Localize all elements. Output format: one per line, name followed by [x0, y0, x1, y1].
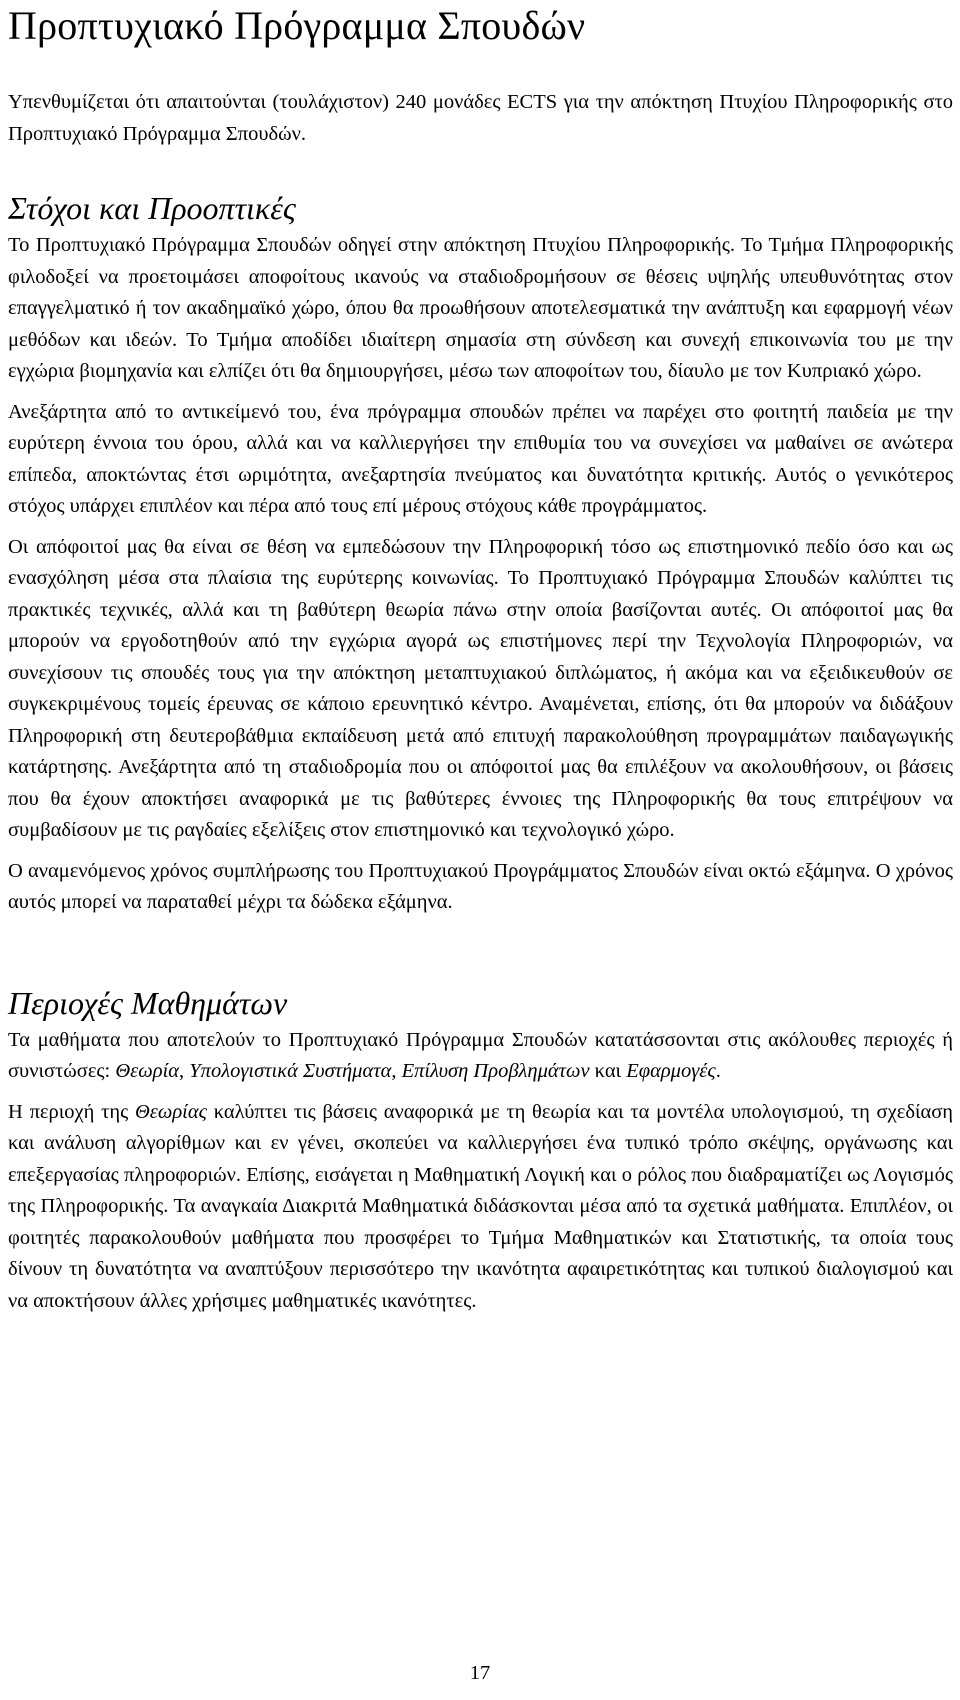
course-areas-p2-lead: Η περιοχή της [8, 1100, 135, 1123]
separator: και [589, 1060, 627, 1082]
document-page [8, 0, 953, 1317]
period: . [715, 1060, 721, 1082]
separator: , [391, 1060, 402, 1082]
goals-paragraph-1: Το Προπτυχιακό Πρόγραμμα Σπουδών οδηγεί στην απόκτηση Πτυχίου Πληροφορικής. Το Τμήμα Πληροφορικής φιλοδοξεί να προετοιμάσει αποφοίτους ικανούς να σταδιοδρομήσουν σε θέσεις υψηλής υπευθυνότητας στον επαγγελματικό ή τον ακαδημαϊκό χώρο, όπου θα προωθήσουν αποτελεσματικά την ανάπτυξη και εφαρμογή νέων μεθόδων και ιδεών. Το Τμήμα αποδίδει ιδιαίτερη σημασία στη σύνδεση και συνεχή επικοινωνία του με την εγχώρια βιομηχανία και ελπίζει ότι θα δημιουργήσει, μέσω των αποφοίτων του, δίαυλο με τον Κυπριακό χώρο. [8, 234, 953, 382]
page-title: Προπτυχιακό Πρόγραμμα Σπουδών [8, 3, 586, 48]
course-areas-p1-text: Τα μαθήματα που αποτελούν το Προπτυχιακό Πρόγραμμα Σπουδών κατατάσσονται στις ακόλουθες περιοχές ή συνιστώσες: [8, 1028, 953, 1082]
separator: , [179, 1060, 190, 1082]
goals-paragraph-4: Ο αναμενόμενος χρόνος συμπλήρωσης του Προπτυχιακού Προγράμματος Σπουδών είναι οκτώ εξάμηνα. Ο χρόνος αυτός μπορεί να παραταθεί μέχρι τα δώδεκα εξάμηνα. [8, 859, 953, 913]
goals-paragraph-2: Ανεξάρτητα από το αντικείμενό του, ένα πρόγραμμα σπουδών πρέπει να παρέχει στο φοιτητή παιδεία με την ευρύτερη έννοια του όρου, αλλά και να καλλιεργήσει την επιθυμία του να συνεχίσει να μαθαίνει σε ανώτερα επίπεδα, αποκτώντας έτσι ωριμότητα, ανεξαρτησία πνεύματος και δυνατότητα κριτικής. Αυτός ο γενικότερος στόχος υπάρχει επιπλέον και πέρα από τους επί μέρους στόχους κάθε προγράμματος. [8, 400, 953, 517]
term-theory-genitive: Θεωρίας [134, 1100, 207, 1123]
page-number: 17 [469, 1662, 491, 1684]
course-areas-p2-text: καλύπτει τις βάσεις αναφορικά με τη θεωρία και τα μοντέλα υπολογισμού, τη σχεδίαση και ανάλυση αλγορίθμων και εν γένει, σκοπεύει να καλλιεργήσει ένα τυπικό τρόπο σκέψης, οργάνωσης και επεξεργασίας πληροφοριών. Επίσης, εισάγεται η Μαθηματική Λογική και ο ρόλος που διαδραματίζει ως Λογισμός της Πληροφορικής. Τα αναγκαία Διακριτά Μαθηματικά διδάσκονται μέσα από τα σχετικά μαθήματα. Επιπλέον, οι φοιτητές παρακολουθούν μαθήματα που προσφέρει το Τμήμα Μαθηματικών και Στατιστικής, τα οποία τους δίνουν τη δυνατότητα να αναπτύξουν περισσότερο την ικανότητα αφαιρετικότητας και τυπικού διαλογισμού και να αποκτήσουν άλλες χρήσιμες μαθηματικές ικανότητες. [8, 1100, 954, 1312]
term-computing-systems: Υπολογιστικά Συστήματα [189, 1060, 392, 1082]
term-theory: Θεωρία [115, 1060, 180, 1082]
goals-paragraph-3: Οι απόφοιτοί μας θα είναι σε θέση να εμπεδώσουν την Πληροφορική τόσο ως επιστημονικό πεδίο όσο και ως ενασχόληση μέσα στα πλαίσια της ευρύτερης κοινωνίας. Το Προπτυχιακό Πρόγραμμα Σπουδών καλύπτει τις πρακτικές τεχνικές, αλλά και τη βαθύτερη θεωρία πάνω στην οποία βασίζονται αυτές. Οι απόφοιτοί μας θα μπορούν να εργοδοτηθούν από την εγχώρια αγορά ως επιστήμονες περί την Τεχνολογία Πληροφοριών, να συνεχίσουν τις σπουδές τους για την απόκτηση μεταπτυχιακού διπλώματος, ή ακόμα και να εξειδικευθούν σε συγκεκριμένους τομείς έρευνας σε κάποιο ερευνητικό κέντρο. Αναμένεται, επίσης, ότι θα μπορούν να διδάξουν Πληροφορική στη δευτεροβάθμια εκπαίδευση μετά από επιτυχή παρακολούθηση προγραμμάτων παιδαγωγικής κατάρτησης. Ανεξάρτητα από τη σταδιοδρομία που οι απόφοιτοί μας θα επιλέξουν να ακολουθήσουν, οι βάσεις που θα έχουν αποκτήσει αναφορικά με τις βαθύτερες έννοιες της Πληροφορικής θα τους επιτρέψουν να συμβαδίσουν με τις ραγδαίες εξελίξεις στον επιστημονικό και τεχνολογικό χώρο. [8, 535, 953, 841]
section-heading-course-areas: Περιοχές Μαθημάτων [8, 984, 288, 1021]
course-areas-paragraph-2 [8, 1097, 953, 1318]
course-areas-paragraph-1 [8, 1025, 953, 1088]
section-heading-goals: Στόχοι και Προοπτικές [8, 190, 296, 226]
term-problem-solving: Επίλυση Προβλημάτων [401, 1060, 590, 1082]
term-applications: Εφαρμογές [626, 1060, 716, 1082]
intro-paragraph: Υπενθυμίζεται ότι απαιτούνται (τουλάχιστον) 240 μονάδες ECTS για την απόκτηση Πτυχίου Πληροφορικής στο Προπτυχιακό Πρόγραμμα Σπουδών. [8, 91, 953, 145]
